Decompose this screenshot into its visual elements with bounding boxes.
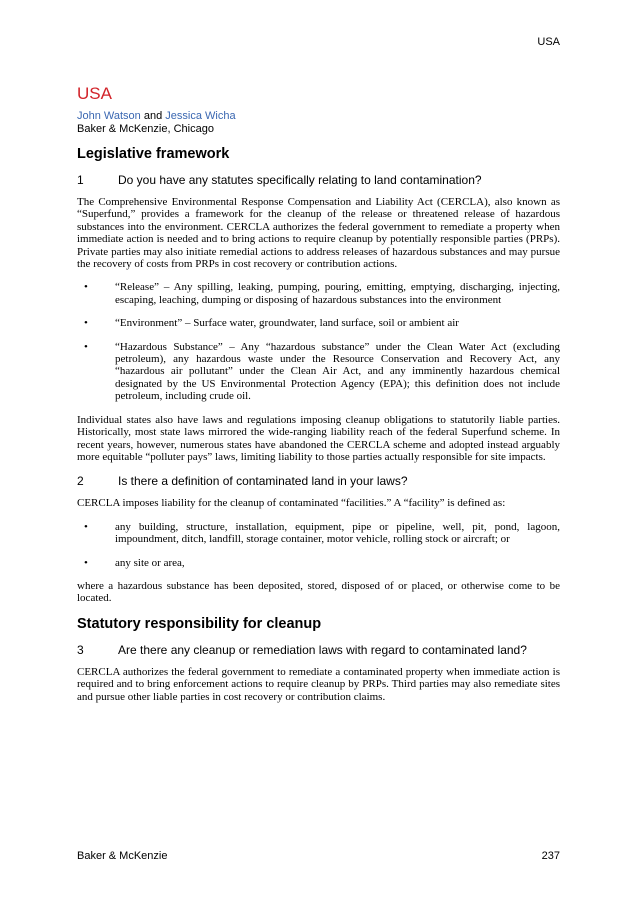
running-header: USA: [537, 36, 560, 48]
paragraph-cercla-overview: The Comprehensive Environmental Response Compensation and Liability Act (CERCLA), also known as “Superfund,” provides a framework for the cleanup of the release or threatened release of hazardous substances into the environment. CERCLA authorizes the federal government to remediate a property when immediate action is needed and to bring actions to require cleanup by potentially responsible parties (PRPs). Private parties may also initiate remedial actions to address releases of hazardous substances and may pursue the recovery of costs from PRPs in cost recovery or contribution actions.: [77, 196, 560, 271]
section-heading-legislative-framework: Legislative framework: [77, 146, 230, 162]
bullet-icon: •: [84, 340, 88, 353]
authors-line: [77, 110, 560, 123]
page-title: USA: [77, 84, 112, 103]
page-footer: [77, 850, 560, 862]
question-text: Is there a definition of contaminated land in your laws?: [118, 474, 408, 489]
question-number: 1: [77, 173, 84, 187]
footer-page-number: 237: [541, 850, 560, 862]
bullet-text: any building, structure, installation, equipment, pipe or pipeline, well, pit, pond, lagoon, impoundment, ditch, landfill, storage container, motor vehicle, rolling stock or aircraft; or: [115, 520, 560, 546]
bullet-item-environment: [77, 317, 560, 329]
bullet-item-facility-structures: [77, 521, 560, 546]
question-text: Are there any cleanup or remediation laws with regard to contaminated land?: [118, 642, 527, 657]
paragraph-state-laws: Individual states also have laws and regulations imposing cleanup obligations to statutorily liable parties. Historically, most state laws mirrored the wide-ranging liability reach of the federal Superfund scheme. In recent years, however, numerous states have abandoned the CERCLA scheme and adopted instead arguably more equitable “polluter pays” laws, limiting liability to those parties actually responsible for site impacts.: [77, 413, 560, 463]
question-number: 2: [77, 474, 84, 489]
bullet-text: “Release” – Any spilling, leaking, pumping, pouring, emitting, emptying, discharging, injecting, escaping, leaching, dumping or disposing of hazardous substances into the environment: [115, 281, 560, 306]
question-1: [77, 173, 560, 188]
paragraph-cleanup-laws: CERCLA authorizes the federal government to remediate a contaminated property when immediate action is required and to bring enforcement actions to require cleanup by PRPs. Third parties may also remediate sites and pursue other liable parties in cost recovery or contribution claims.: [77, 665, 560, 703]
footer-publisher: Baker & McKenzie: [77, 850, 168, 862]
author-link-jessica-wicha[interactable]: Jessica Wicha: [165, 110, 236, 122]
bullet-icon: •: [84, 556, 88, 569]
bullet-item-site-or-area: [77, 557, 560, 569]
question-3: [77, 643, 560, 658]
paragraph-facility-definition-close: where a hazardous substance has been deposited, stored, disposed of or placed, or otherwise come to be located.: [77, 579, 560, 605]
section-heading-statutory-responsibility: Statutory responsibility for cleanup: [77, 615, 322, 632]
question-2: [77, 474, 560, 489]
bullet-text: any site or area,: [115, 556, 185, 569]
bullet-icon: •: [84, 317, 88, 330]
question-text: Do you have any statutes specifically relating to land contamination?: [118, 173, 482, 187]
page-content: [77, 0, 560, 714]
affiliation: Baker & McKenzie, Chicago: [77, 123, 214, 135]
bullet-icon: •: [84, 281, 88, 294]
authors-separator: and: [140, 110, 166, 122]
question-number: 3: [77, 642, 84, 657]
bullet-text: “Environment” – Surface water, groundwater, land surface, soil or ambient air: [115, 317, 459, 330]
bullet-item-release: [77, 281, 560, 306]
bullet-item-hazardous-substance: [77, 341, 560, 403]
bullet-icon: •: [84, 520, 88, 533]
author-link-john-watson[interactable]: John Watson: [77, 110, 141, 122]
bullet-text: “Hazardous Substance” – Any “hazardous substance” under the Clean Water Act (excluding petroleum), any hazardous waste under the Resource Conservation and Recovery Act, any “hazardous air pollutant” under the Clean Air Act, and any imminently hazardous chemical designated by the US Environmental Protection Agency (EPA); this definition does not include petroleum, including crude oil.: [115, 340, 560, 403]
paragraph-facility-definition-intro: CERCLA imposes liability for the cleanup of contaminated “facilities.” A “facility” is defined as:: [77, 497, 506, 510]
